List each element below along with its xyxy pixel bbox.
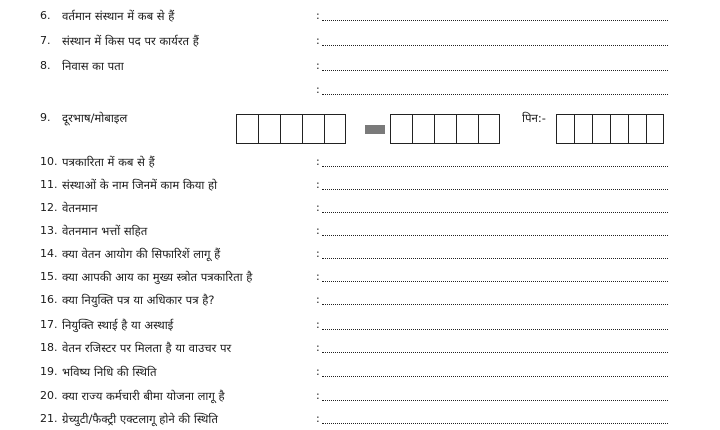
colon: : <box>316 412 320 425</box>
item-label: वेतन रजिस्टर पर मिलता है या वाउचर पर <box>62 341 232 355</box>
digit-box[interactable] <box>556 114 574 144</box>
digit-box[interactable] <box>280 114 302 144</box>
item-number: 7. <box>40 34 51 47</box>
item-number: 6. <box>40 9 51 22</box>
item-label: नियुक्ति स्थाई है या अस्थाई <box>62 318 174 332</box>
item-number: 8. <box>40 59 51 72</box>
item-label: संस्थान में किस पद पर कार्यरत हैं <box>62 34 199 48</box>
digit-box[interactable] <box>592 114 610 144</box>
form-row-16 <box>0 291 720 311</box>
item-label: संस्थाओं के नाम जिनमें काम किया हो <box>62 178 218 192</box>
item-label: क्या राज्य कर्मचारी बीमा योजना लागू है <box>62 389 225 403</box>
answer-line[interactable] <box>322 304 668 305</box>
item-number: 12. <box>40 201 58 214</box>
answer-line[interactable] <box>322 423 668 424</box>
answer-line[interactable] <box>322 70 668 71</box>
colon: : <box>316 318 320 331</box>
form-row-10 <box>0 153 720 173</box>
colon: : <box>316 34 320 47</box>
answer-line[interactable] <box>322 166 668 167</box>
item-number: 16. <box>40 293 58 306</box>
form-row-13 <box>0 222 720 242</box>
colon: : <box>316 178 320 191</box>
form-row-7 <box>0 32 720 52</box>
item-number: 15. <box>40 270 58 283</box>
colon: : <box>316 155 320 168</box>
answer-line[interactable] <box>322 352 668 353</box>
answer-line[interactable] <box>322 235 668 236</box>
form-row-19 <box>0 363 720 383</box>
form-row-11 <box>0 176 720 196</box>
item-label: वेतनमान <box>62 201 98 215</box>
colon: : <box>316 9 320 22</box>
form-row-21 <box>0 410 720 430</box>
item-number: 20. <box>40 389 58 402</box>
item-label: क्या वेतन आयोग की सिफारिशें लागू हैं <box>62 247 221 261</box>
answer-line[interactable] <box>322 329 668 330</box>
form-row-12 <box>0 199 720 219</box>
digit-box[interactable] <box>324 114 346 144</box>
colon: : <box>316 270 320 283</box>
colon: : <box>316 201 320 214</box>
colon: : <box>316 224 320 237</box>
digit-box[interactable] <box>412 114 434 144</box>
colon: : <box>316 389 320 402</box>
digit-box[interactable] <box>456 114 478 144</box>
digit-box[interactable] <box>478 114 500 144</box>
colon: : <box>316 83 320 96</box>
digit-box[interactable] <box>610 114 628 144</box>
form-row-14 <box>0 245 720 265</box>
colon: : <box>316 341 320 354</box>
answer-line[interactable] <box>322 189 668 190</box>
answer-line[interactable] <box>322 376 668 377</box>
pin-code-boxes[interactable] <box>556 114 664 144</box>
answer-line[interactable] <box>322 258 668 259</box>
item-label: वर्तमान संस्थान में कब से हैं <box>62 9 175 23</box>
item-number: 19. <box>40 365 58 378</box>
item-label: पत्रकारिता में कब से हैं <box>62 155 155 169</box>
item-label: निवास का पता <box>62 59 124 73</box>
colon: : <box>316 247 320 260</box>
colon: : <box>316 293 320 306</box>
form-row-18 <box>0 339 720 359</box>
answer-line[interactable] <box>322 45 668 46</box>
digit-box[interactable] <box>628 114 646 144</box>
item-number: 17. <box>40 318 58 331</box>
item-number: 13. <box>40 224 58 237</box>
item-label: क्या नियुक्ति पत्र या अधिकार पत्र है? <box>62 293 215 307</box>
colon: : <box>316 59 320 72</box>
digit-box[interactable] <box>646 114 664 144</box>
item-label: वेतनमान भत्तों सहित <box>62 224 148 238</box>
form-row-20 <box>0 387 720 407</box>
answer-line[interactable] <box>322 400 668 401</box>
answer-line[interactable] <box>322 94 668 95</box>
answer-line[interactable] <box>322 212 668 213</box>
digit-box[interactable] <box>390 114 412 144</box>
item-number: 18. <box>40 341 58 354</box>
form-row-8 <box>0 57 720 77</box>
item-number: 10. <box>40 155 58 168</box>
colon: : <box>316 365 320 378</box>
answer-line[interactable] <box>322 20 668 21</box>
digit-box[interactable] <box>302 114 324 144</box>
item-label: ग्रेच्युटी/फैक्ट्री एक्टलागू होने की स्थिति <box>62 412 218 426</box>
item-label: भविष्य निधि की स्थिति <box>62 365 157 379</box>
answer-line[interactable] <box>322 281 668 282</box>
digit-box[interactable] <box>434 114 456 144</box>
form-row-15 <box>0 268 720 288</box>
item-number: 14. <box>40 247 58 260</box>
form-row-6 <box>0 7 720 27</box>
item-number: 9. <box>40 111 51 124</box>
digit-box[interactable] <box>258 114 280 144</box>
item-label: क्या आपकी आय का मुख्य स्त्रोत पत्रकारिता है <box>62 270 253 284</box>
item-label: दूरभाष/मोबाइल <box>62 111 128 125</box>
item-number: 21. <box>40 412 58 425</box>
phone-number-boxes[interactable] <box>390 114 500 144</box>
digit-box[interactable] <box>236 114 258 144</box>
hyphen-separator <box>365 125 385 134</box>
form-row-17 <box>0 316 720 336</box>
pin-label: पिन:- <box>522 111 546 125</box>
std-code-boxes[interactable] <box>236 114 346 144</box>
address-continuation-row <box>0 81 720 101</box>
digit-box[interactable] <box>574 114 592 144</box>
item-number: 11. <box>40 178 58 191</box>
